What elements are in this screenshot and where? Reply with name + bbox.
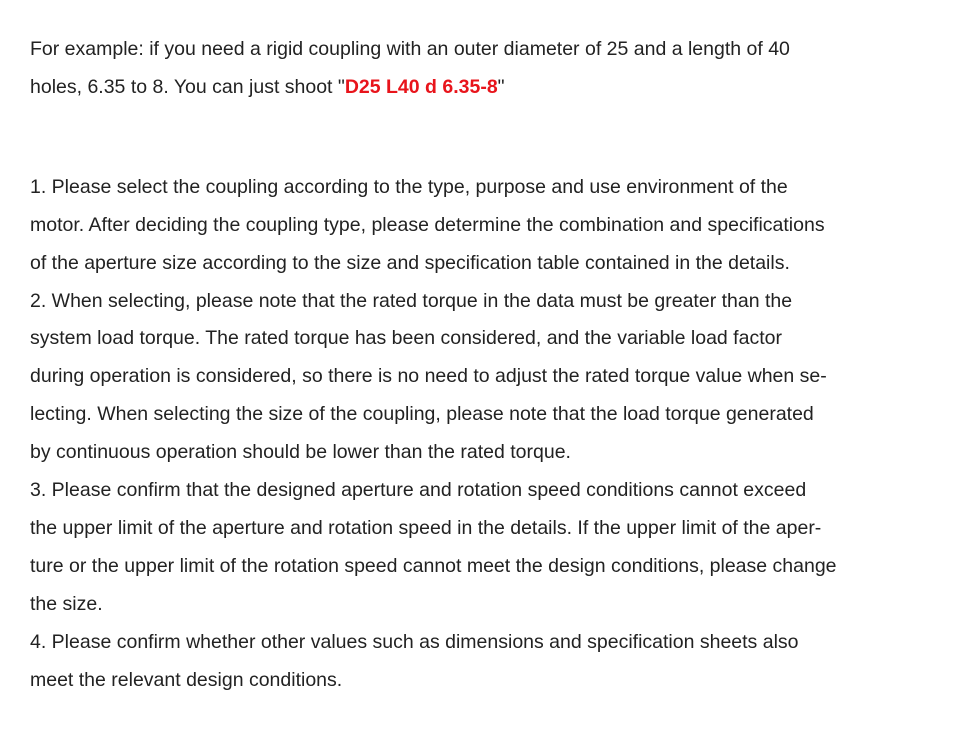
instruction-item-2: [30, 283, 945, 473]
instruction-item-1: [30, 169, 945, 283]
instruction-2-line-4: lecting. When selecting the size of the coupling, please note that the load torque generated: [30, 403, 814, 426]
instruction-3-line-4: the size.: [30, 592, 103, 615]
instruction-3-line-2: the upper limit of the aperture and rotation speed in the details. If the upper limit of the aper-: [30, 516, 822, 539]
instruction-1-line-1: 1. Please select the coupling according to the type, purpose and use environment of the: [30, 175, 788, 198]
instruction-item-4: [30, 624, 945, 700]
example-line-2-prefix: holes, 6.35 to 8. You can just shoot ": [30, 75, 345, 98]
instruction-item-3: [30, 472, 945, 624]
paragraph-spacer: [30, 107, 945, 169]
example-line-1: For example: if you need a rigid coupling with an outer diameter of 25 and a length of 40: [30, 38, 790, 60]
instruction-2-line-5: by continuous operation should be lower than the rated torque.: [30, 441, 571, 464]
document-body: [30, 31, 945, 700]
instruction-2-line-3: during operation is considered, so there is no need to adjust the rated torque value when se-: [30, 365, 827, 388]
instruction-4-line-1: 4. Please confirm whether other values such as dimensions and specification sheets also: [30, 630, 799, 653]
instruction-2-line-1: 2. When selecting, please note that the rated torque in the data must be greater than the: [30, 289, 793, 312]
instruction-1-line-3: of the aperture size according to the size and specification table contained in the details.: [30, 251, 790, 274]
example-paragraph: [30, 31, 945, 107]
example-line-2: [30, 69, 945, 107]
instruction-1-line-2: motor. After deciding the coupling type, please determine the combination and specifications: [30, 213, 825, 236]
instruction-2-line-2: system load torque. The rated torque has been considered, and the variable load factor: [30, 327, 782, 350]
example-code-highlight: D25 L40 d 6.35-8: [344, 75, 498, 98]
instruction-4-line-2: meet the relevant design conditions.: [30, 668, 343, 691]
instruction-3-line-1: 3. Please confirm that the designed aperture and rotation speed conditions cannot exceed: [30, 479, 807, 502]
example-line-2-suffix: ": [497, 75, 505, 98]
instruction-3-line-3: ture or the upper limit of the rotation speed cannot meet the design conditions, please change: [30, 554, 837, 577]
